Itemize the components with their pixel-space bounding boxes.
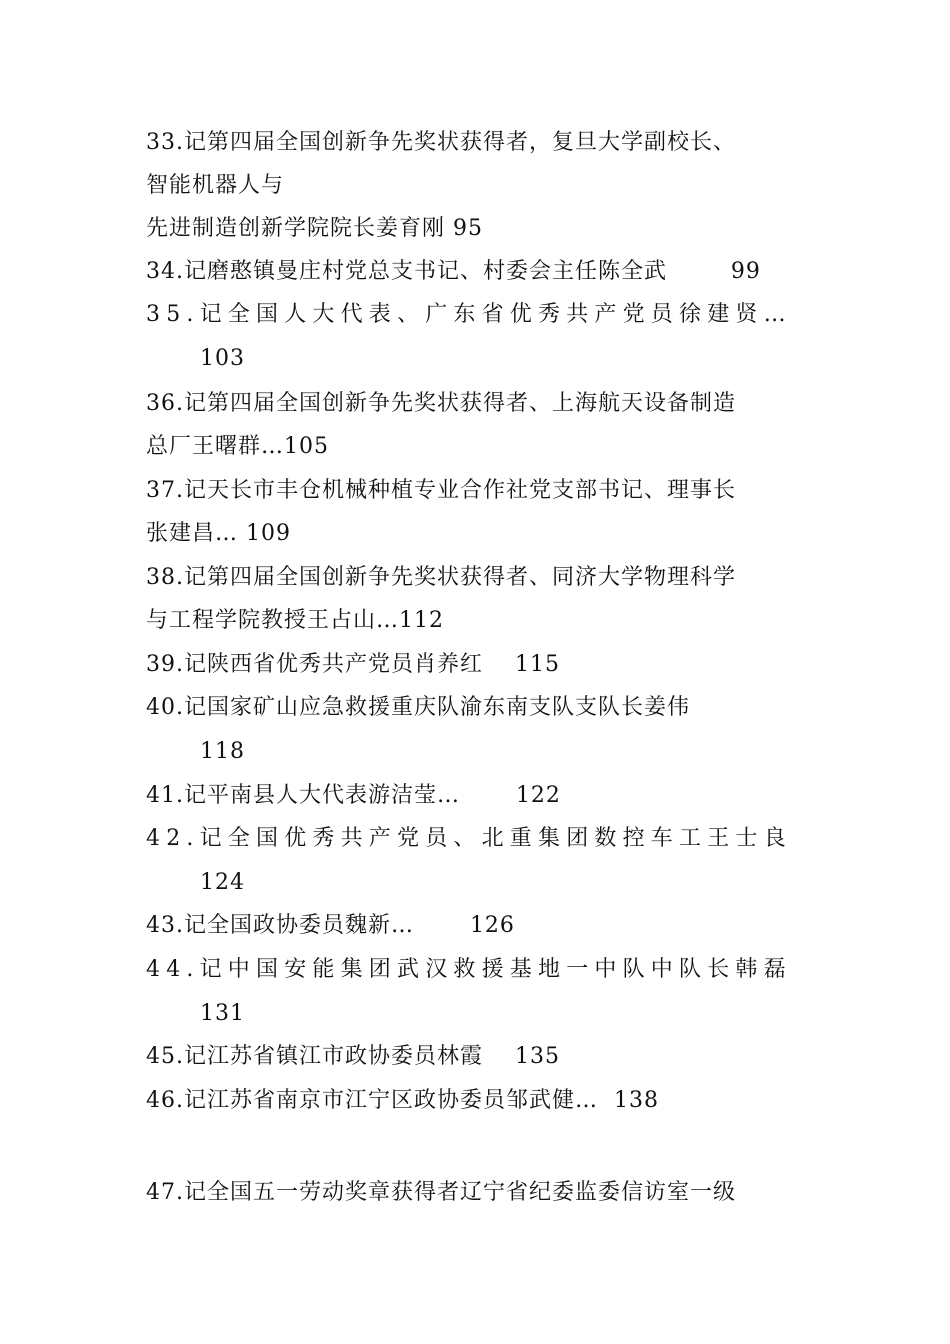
toc-entry-47-line1: 47.记全国五一劳动奖章获得者辽宁省纪委监委信访室一级	[146, 1180, 736, 1205]
toc-entry-36-line1: 36.记第四届全国创新争先奖状获得者、上海航天设备制造	[146, 391, 736, 416]
toc-entry-40-line1: 40.记国家矿山应急救援重庆队渝东南支队支队长姜伟	[146, 695, 690, 720]
toc-entry-45: 45.记江苏省镇江市政协委员林霞 135	[146, 1044, 560, 1069]
toc-entry-42-page: 124	[200, 870, 245, 895]
toc-entry-36-line2: 总厂王曙群…105	[146, 434, 329, 459]
toc-entry-39: 39.记陕西省优秀共产党员肖养红 115	[146, 652, 560, 677]
toc-entry-35-page: 103	[200, 346, 245, 371]
toc-entry-41: 41.记平南县人大代表游洁莹… 122	[146, 783, 561, 808]
toc-entry-46: 46.记江苏省南京市江宁区政协委员邹武健… 138	[146, 1088, 659, 1113]
toc-entry-44-page: 131	[200, 1001, 245, 1026]
toc-entry-33-line2: 智能机器人与	[146, 173, 285, 198]
toc-entry-42-line1: 42.记全国优秀共产党员、北重集团数控车工王士良	[146, 826, 792, 851]
toc-entry-38-line1: 38.记第四届全国创新争先奖状获得者、同济大学物理科学	[146, 565, 736, 590]
toc-entry-37-line2: 张建昌… 109	[146, 521, 291, 546]
toc-entry-44-line1: 44.记中国安能集团武汉救援基地一中队中队长韩磊	[146, 957, 792, 982]
toc-entry-33-line1: 33.记第四届全国创新争先奖状获得者，复旦大学副校长、	[146, 130, 736, 155]
toc-entry-37-line1: 37.记天长市丰仓机械种植专业合作社党支部书记、理事长	[146, 478, 736, 503]
toc-entry-38-line2: 与工程学院教授王占山…112	[146, 608, 444, 633]
toc-entry-33-line3: 先进制造创新学院院长姜育刚 95	[146, 216, 483, 241]
toc-entry-40-page: 118	[200, 739, 245, 764]
toc-entry-34: 34.记磨憨镇曼庄村党总支书记、村委会主任陈全武 99	[146, 259, 761, 284]
toc-entry-35-line1: 35.记全国人大代表、广东省优秀共产党员徐建贤…	[146, 302, 792, 327]
toc-entry-43: 43.记全国政协委员魏新… 126	[146, 913, 515, 938]
